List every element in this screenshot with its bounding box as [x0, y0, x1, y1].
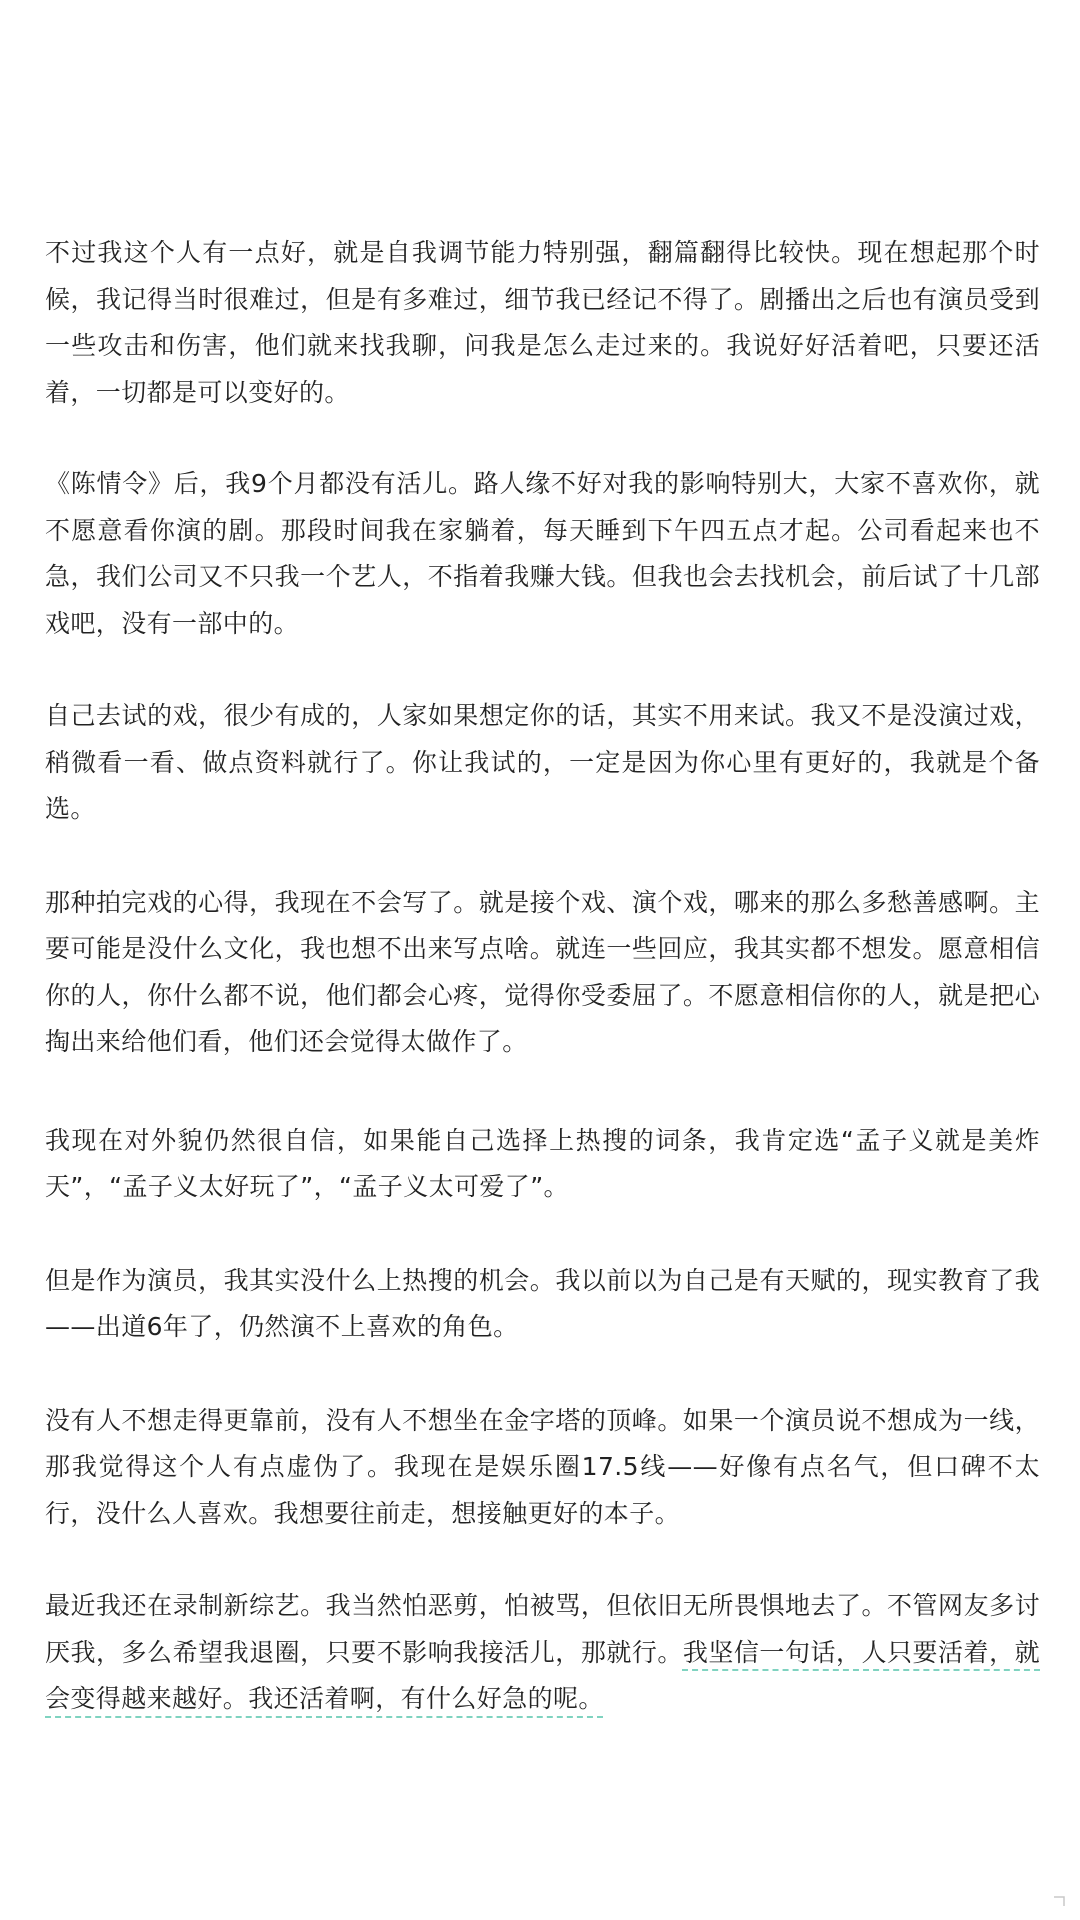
paragraph-8-text: 最近我还在录制新综艺。我当然怕恶剪，怕被骂，但依旧无所畏惧地去了。不管网友多讨厌我，多么希望我退圈，只要不影响我接活儿，那就行。 — [45, 1591, 1040, 1667]
paragraph-1: 不过我这个人有一点好，就是自我调节能力特别强，翻篇翻得比较快。现在想起那个时候，我记得当时很难过，但是有多难过，细节我已经记不得了。剧播出之后也有演员受到一些攻击和伤害，他们就来找我聊，问我是怎么走过来的。我说好好活着吧，只要还活着，一切都是可以变好的。 — [45, 238, 1040, 407]
highlighted-quote[interactable]: 我坚信一句话，人只要活着，就会变得越来越好。我还活着啊，有什么好急的呢。 — [45, 1637, 1040, 1713]
paragraph-8 — [45, 1583, 1040, 1723]
paragraph-4: 那种拍完戏的心得，我现在不会写了。就是接个戏、演个戏，哪来的那么多愁善感啊。主要可能是没什么文化，我也想不出来写点啥。就连一些回应，我其实都不想发。愿意相信你的人，你什么都不说，他们都会心疼，觉得你受委屈了。不愿意相信你的人，就是把心掏出来给他们看，他们还会觉得太做作了。 — [45, 887, 1040, 1056]
article-body — [45, 230, 1040, 1723]
paragraph-6: 但是作为演员，我其实没什么上热搜的机会。我以前以为自己是有天赋的，现实教育了我——出道6年了，仍然演不上喜欢的角色。 — [45, 1265, 1040, 1341]
paragraph-5: 我现在对外貌仍然很自信，如果能自己选择上热搜的词条，我肯定选“孟子义就是美炸天”，“孟子义太好玩了”，“孟子义太可爱了”。 — [45, 1125, 1040, 1201]
paragraph-2: 《陈情令》后，我9个月都没有活儿。路人缘不好对我的影响特别大，大家不喜欢你，就不愿意看你演的剧。那段时间我在家躺着，每天睡到下午四五点才起。公司看起来也不急，我们公司又不只我一个艺人，不指着我赚大钱。但我也会去找机会，前后试了十几部戏吧，没有一部中的。 — [45, 469, 1040, 638]
paragraph-7: 没有人不想走得更靠前，没有人不想坐在金字塔的顶峰。如果一个演员说不想成为一线，那我觉得这个人有点虚伪了。我现在是娱乐圈17.5线——好像有点名气，但口碑不太行，没什么人喜欢。我想要往前走，想接触更好的本子。 — [45, 1405, 1040, 1528]
page-corner-icon — [1052, 1894, 1070, 1908]
paragraph-3: 自己去试的戏，很少有成的，人家如果想定你的话，其实不用来试。我又不是没演过戏，稍微看一看、做点资料就行了。你让我试的，一定是因为你心里有更好的，我就是个备选。 — [45, 701, 1040, 823]
